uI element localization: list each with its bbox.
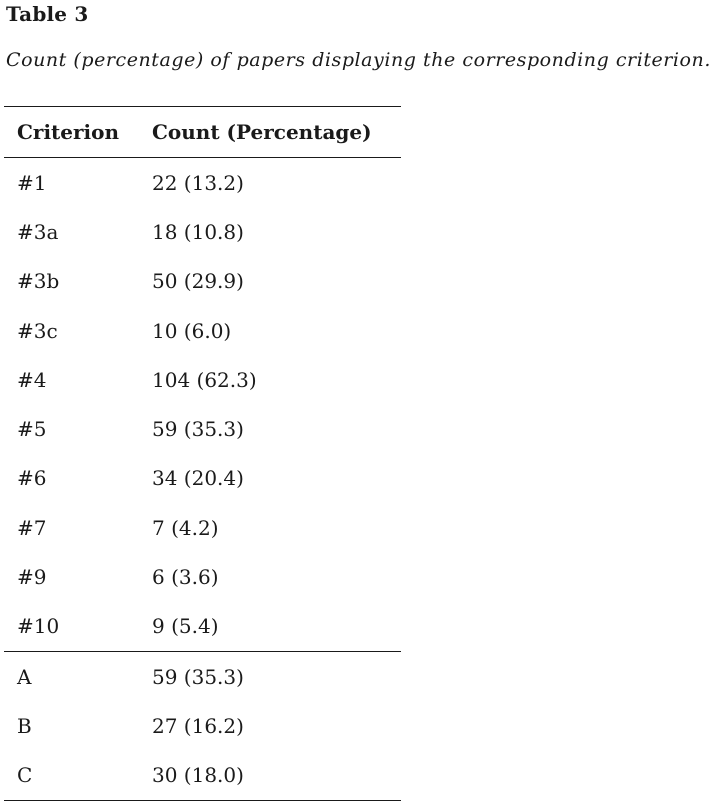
count-cell: 9 (5.4) [152,614,219,639]
table-row [4,355,401,404]
header-count: Count (Percentage) [152,120,372,144]
table-row [4,751,401,801]
count-cell: 6 (3.6) [152,565,219,590]
count-cell: 59 (35.3) [152,417,244,442]
count-cell: 30 (18.0) [152,763,244,788]
count-cell: 22 (13.2) [152,170,244,195]
table-row [4,306,401,355]
table-row [4,651,401,701]
table-row [4,454,401,503]
count-cell: 50 (29.9) [152,269,244,294]
table-row [4,207,401,256]
table-header-row [4,107,401,158]
count-cell: 104 (62.3) [152,367,257,392]
criteria-rows [4,158,401,652]
count-cell: 27 (16.2) [152,713,244,738]
criterion-cell: #5 [17,417,47,442]
count-cell: 59 (35.3) [152,664,244,689]
table-row [4,602,401,652]
table-row [4,404,401,453]
table-label: Table 3 [6,2,89,26]
table-row [4,503,401,552]
criterion-cell: #1 [17,170,47,195]
table-row [4,257,401,306]
criterion-cell: #4 [17,367,47,392]
criterion-cell: #3a [17,219,59,244]
criterion-cell: C [17,763,33,788]
criterion-cell: #10 [17,614,60,639]
criterion-cell: #3c [17,318,58,343]
criterion-cell: A [17,664,32,689]
header-criterion: Criterion [17,120,120,144]
table-caption: Count (percentage) of papers displaying the corresponding criterion. [6,49,711,71]
count-cell: 7 (4.2) [152,515,219,540]
criterion-cell: B [17,713,32,738]
table-row [4,158,401,208]
criteria-table [4,106,401,801]
count-cell: 10 (6.0) [152,318,232,343]
criterion-cell: #6 [17,466,47,491]
count-cell: 18 (10.8) [152,219,244,244]
criterion-cell: #7 [17,515,47,540]
table-row [4,701,401,750]
criterion-cell: #3b [17,269,60,294]
count-cell: 34 (20.4) [152,466,244,491]
table-row [4,552,401,601]
criterion-cell: #9 [17,565,47,590]
extra-criteria-rows [4,651,401,800]
